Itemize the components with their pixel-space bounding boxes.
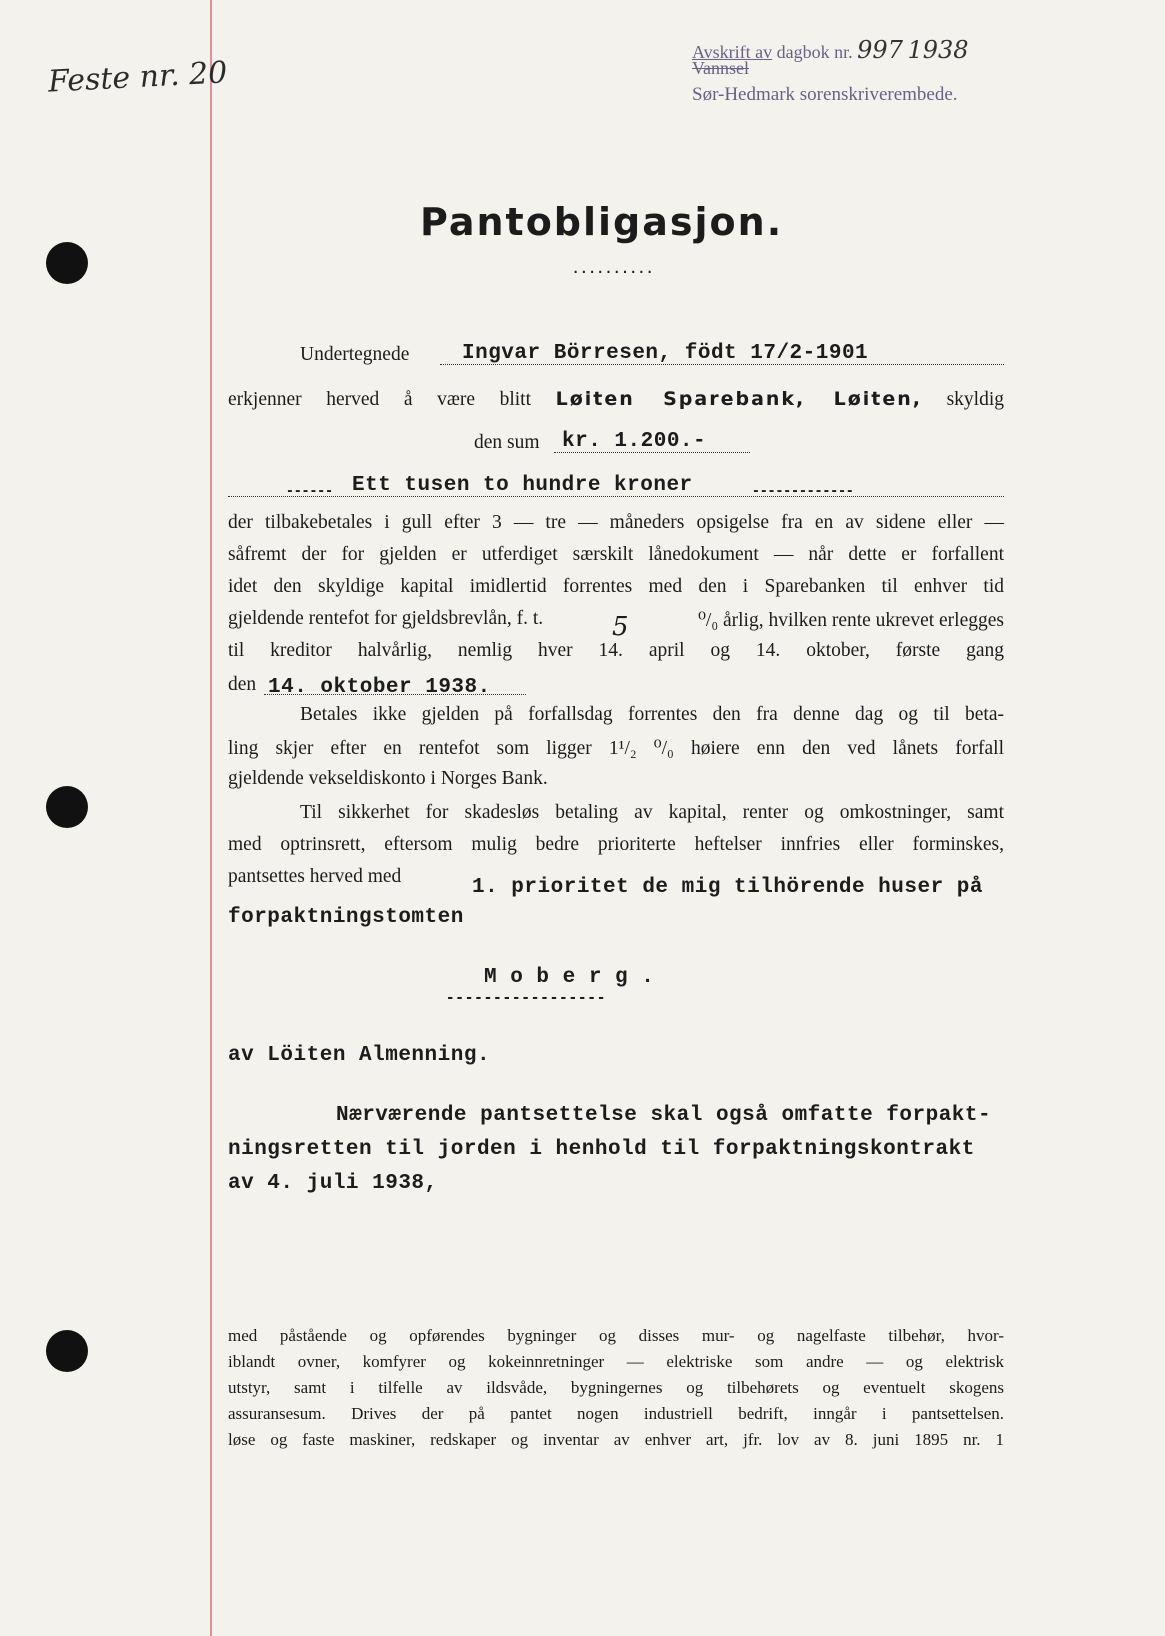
footer-line-5: løse og faste maskiner, redskaper og inventar av enhver art, jfr. lov av 8. juni 1895 nr. 1	[228, 1430, 1004, 1449]
property-name: M o b e r g .	[484, 966, 655, 989]
property-underline: -----------------	[446, 990, 607, 1006]
stamp-dagbok-number: 997	[857, 36, 903, 64]
title-ornament: ..........	[572, 262, 655, 276]
penalty-line-1: Betales ikke gjelden på forfallsdag forrentes den fra denne dag og til beta-	[300, 704, 1004, 725]
footer-line-4: assuransesum. Drives der på pantet nogen industriell bedrift, inngår i pantsettelsen.	[228, 1404, 1004, 1423]
pledge-typed-1: 1. prioritet de mig tilhörende huser på	[472, 876, 983, 899]
first-due-date: 14. oktober 1938.	[268, 676, 491, 699]
margin-rule	[210, 0, 212, 1636]
security-line-1: Til sikkerhet for skadesløs betaling av kapital, renter og omkostninger, samt	[300, 802, 1004, 823]
debtor-name: Ingvar Börresen, födt 17/2-1901	[462, 342, 869, 365]
footer-line-2: iblandt ovner, komfyrer og kokeinnretninger — elektriske som andre — og elektrisk	[228, 1352, 1004, 1371]
stamp-prefix: Avskrift av	[692, 42, 773, 62]
punch-hole-middle	[46, 786, 88, 828]
stamp-court-office: Sør-Hedmark sorenskriverembede.	[692, 84, 958, 105]
kreditor-line: til kreditor halvårlig, nemlig hver 14. april og 14. oktober, første gang	[228, 640, 1004, 661]
acknowledge-line	[228, 388, 1004, 411]
sum-amount: kr. 1.200.-	[562, 430, 707, 453]
footer-line-3: utstyr, samt i tilfelle av ildsvåde, bygningernes og tilbehørets og eventuelt skogens	[228, 1378, 1004, 1397]
stamp-dagbok-label: dagbok nr.	[776, 42, 853, 62]
penalty-line-2: ling skjer efter en rentefot som ligger 1¹/₂ ⁰/₀ høiere enn den ved lånets forfall	[228, 738, 1004, 759]
property-location: av Löiten Almenning.	[228, 1044, 491, 1067]
stamp-year: 1938	[907, 36, 969, 64]
stamp-line-2-struck: Vannsel	[692, 58, 749, 78]
intro-label: Undertegnede	[300, 344, 410, 365]
pledge-label: pantsettes herved med	[228, 866, 402, 887]
extension-line-1: Nærværende pantsettelse skal også omfatte forpakt-	[336, 1104, 992, 1127]
footer-line-1: med påstående og opførendes bygninger og disses mur- og nagelfaste tilbehør, hvor-	[228, 1326, 1004, 1345]
extension-line-2: ningsretten til jorden i henhold til forpaktningskontrakt	[228, 1138, 975, 1161]
sum-label: den sum	[474, 432, 540, 453]
punch-hole-bottom	[46, 1330, 88, 1372]
body-line-3: idet den skyldige kapital imidlertid forrentes med den i Sparebanken til enhver tid	[228, 576, 1004, 597]
body-line-1: der tilbakebetales i gull efter 3 — tre — måneders opsigelse fra en av sidene eller —	[228, 512, 1004, 533]
first-date-label: den	[228, 674, 257, 695]
acknowledge-text-a: erkjenner herved å være blitt	[228, 389, 532, 410]
creditor-name: Løiten Sparebank, Løiten,	[555, 388, 922, 410]
interest-rate: 5	[612, 612, 629, 642]
rate-text-b: ⁰/₀ årlig, hvilken rente ukrevet erlegges	[698, 610, 1004, 631]
page-title: Pantobligasjon.	[420, 200, 784, 244]
amount-in-words: Ett tusen to hundre kroner	[352, 474, 693, 497]
amount-dashes-right: -------------	[752, 484, 854, 499]
penalty-line-3: gjeldende vekseldiskonto i Norges Bank.	[228, 768, 548, 789]
extension-line-3: av 4. juli 1938,	[228, 1172, 438, 1195]
acknowledge-text-b: skyldig	[946, 389, 1005, 410]
security-line-2: med optrinsrett, eftersom mulig bedre prioriterte heftelser innfries eller forminskes,	[228, 834, 1004, 855]
body-line-2: såfremt der for gjelden er utferdiget særskilt lånedokument — når dette er forfallent	[228, 544, 1004, 565]
punch-hole-top	[46, 242, 88, 284]
handwritten-note: Feste nr. 20	[47, 55, 229, 100]
amount-dashes-left: ------	[286, 484, 333, 499]
rate-text-a: gjeldende rentefot for gjeldsbrevlån, f. t.	[228, 608, 544, 629]
pledge-typed-2: forpaktningstomten	[228, 906, 464, 929]
